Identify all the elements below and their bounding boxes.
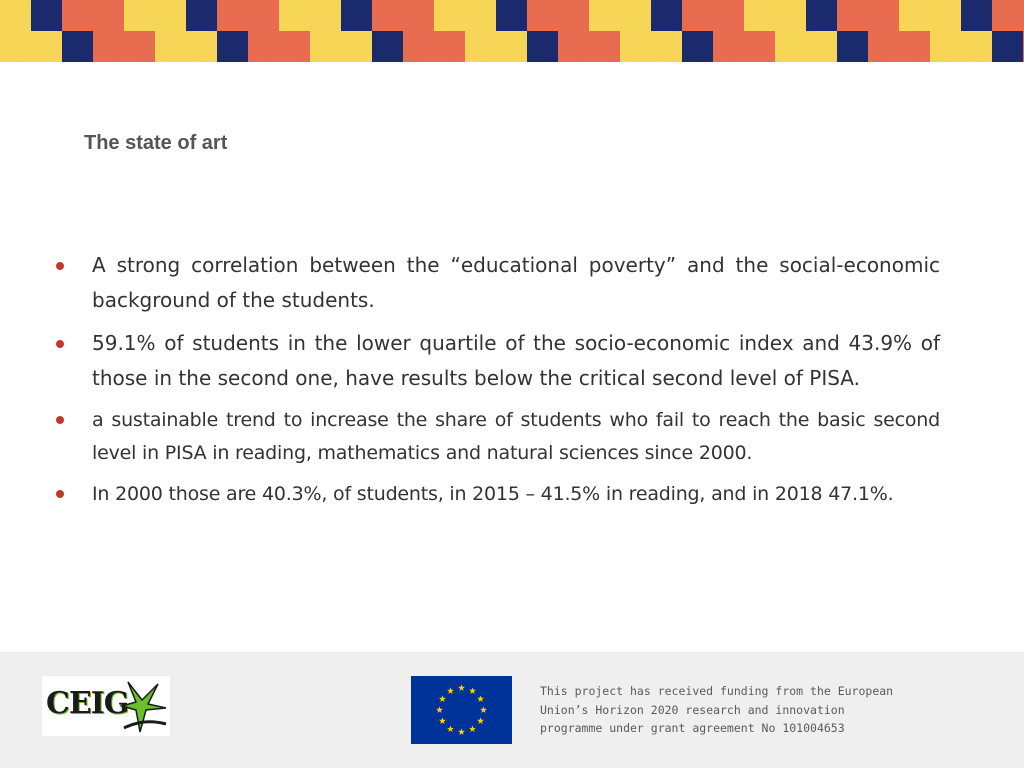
puzzle-banner <box>0 0 1024 62</box>
bullet-dot <box>56 340 64 348</box>
slide-title: The state of art <box>84 132 228 154</box>
bullet-item <box>40 326 940 396</box>
bullet-text: In 2000 those are 40.3%, of students, in 2015 – 41.5% in reading, and in 2018 47.1%. <box>92 483 894 505</box>
logo-text: CEIG <box>46 686 129 721</box>
bullet-item <box>40 248 940 318</box>
funding-line: This project has received funding from the European <box>540 684 894 698</box>
bullet-text: A strong correlation between the “educational poverty” and the social-economic background of the students. <box>92 253 940 312</box>
bullet-text: a sustainable trend to increase the share of students who fail to reach the basic second level in PISA in reading, mathematics and natural sciences since 2000. <box>92 409 940 464</box>
green-star-swoosh-icon <box>120 678 168 734</box>
footer <box>0 652 1024 768</box>
funding-line: Union’s Horizon 2020 research and innovation <box>540 702 845 717</box>
eu-flag-icon <box>411 676 512 744</box>
bullet-dot <box>56 416 64 424</box>
bullet-dot <box>56 490 64 498</box>
funding-line: programme under grant agreement No 101004653 <box>540 721 845 735</box>
bullet-item <box>40 478 940 511</box>
puzzle-piece <box>992 31 1024 62</box>
bullet-item <box>40 404 940 470</box>
bullet-dot <box>56 262 64 270</box>
bullet-text: 59.1% of students in the lower quartile of the socio-economic index and 43.9% of those in the second one, have results below the critical second level of PISA. <box>92 331 940 390</box>
project-logo <box>42 676 170 736</box>
bullet-list <box>40 248 940 519</box>
funding-statement <box>540 682 900 738</box>
